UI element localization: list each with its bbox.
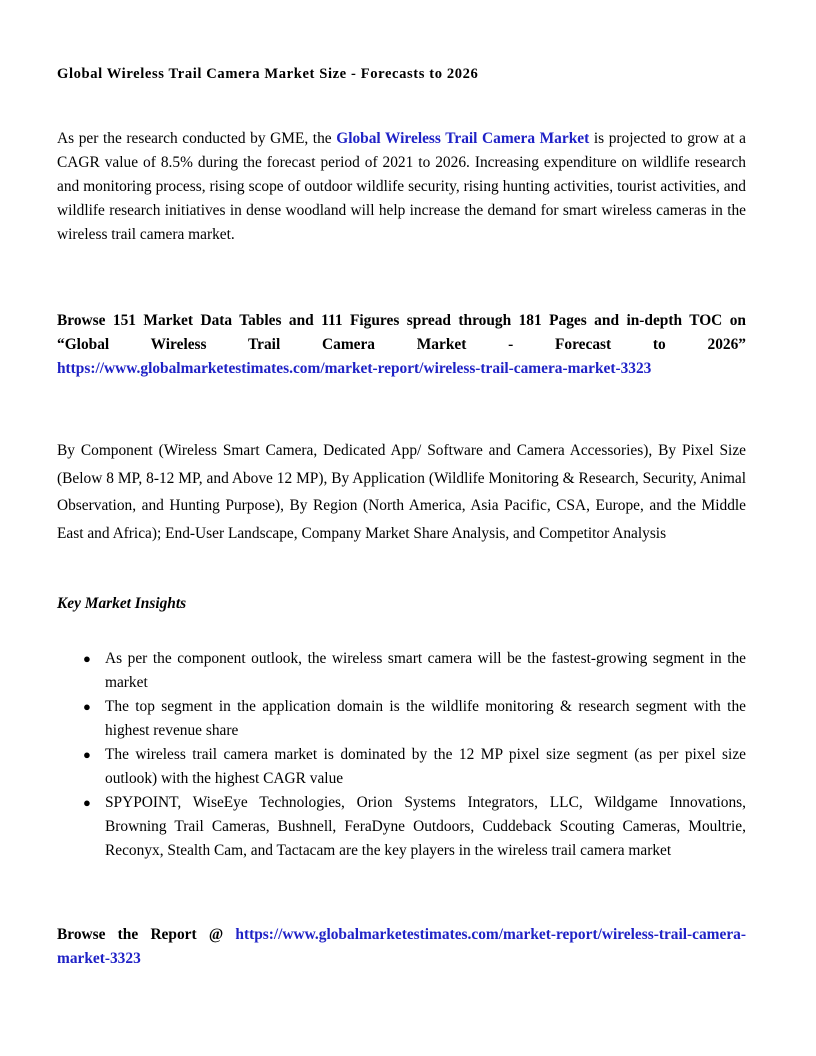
browse-report-paragraph	[57, 923, 746, 971]
browse-report-link[interactable]: https://www.globalmarketestimates.com/market-report/wireless-trail-camera-market-3323	[57, 926, 746, 967]
document-title: Global Wireless Trail Camera Market Size - Forecasts to 2026	[57, 66, 479, 82]
insight-text: SPYPOINT, WiseEye Technologies, Orion Systems Integrators, LLC, Wildgame Innovations, Browning Trail Cameras, Bushnell, FeraDyne Outdoors, Cuddeback Scouting Cameras, Moultrie, Reconyx, Stealth Cam, and Tactacam are the key players in the wireless trail camera market	[105, 794, 746, 859]
insights-list	[57, 647, 746, 863]
intro-text-after: is projected to grow at a CAGR value of 8.5% during the forecast period of 2021 to 2026. Increasing expenditure on wildlife research and monitoring process, rising scope of outdoor wildlife security, rising hunting activities, tourist activities, and wildlife research initiatives in dense woodland will help increase the demand for smart wireless cameras in the wireless trail camera market.	[57, 130, 746, 243]
bullet-icon: ●	[83, 699, 91, 714]
browse-report-text: Browse the Report @	[57, 926, 236, 943]
intro-text-before: As per the research conducted by GME, the	[57, 130, 337, 147]
insight-item	[57, 791, 746, 863]
bullet-icon: ●	[83, 651, 91, 666]
insight-item	[57, 743, 746, 791]
insight-item	[57, 695, 746, 743]
intro-paragraph	[57, 127, 746, 247]
browse-toc-link[interactable]: https://www.globalmarketestimates.com/market-report/wireless-trail-camera-market-3323	[57, 360, 652, 377]
insight-item	[57, 647, 746, 695]
market-name-link[interactable]: Global Wireless Trail Camera Market	[336, 130, 590, 147]
insight-text: As per the component outlook, the wireless smart camera will be the fastest-growing segment in the market	[105, 650, 746, 691]
browse-toc-text: Browse 151 Market Data Tables and 111 Figures spread through 181 Pages and in-depth TOC on “Global Wireless Trail Camera Market - Forecast to 2026”	[57, 312, 746, 353]
insights-heading: Key Market Insights	[57, 595, 187, 612]
browse-toc-paragraph	[57, 309, 746, 381]
bullet-icon: ●	[83, 795, 91, 810]
insight-text: The top segment in the application domain is the wildlife monitoring & research segment with the highest revenue share	[105, 698, 746, 739]
bullet-icon: ●	[83, 747, 91, 762]
insight-text: The wireless trail camera market is dominated by the 12 MP pixel size segment (as per pixel size outlook) with the highest CAGR value	[105, 746, 746, 787]
segments-paragraph: By Component (Wireless Smart Camera, Dedicated App/ Software and Camera Accessories), By Pixel Size (Below 8 MP, 8-12 MP, and Above 12 MP), By Application (Wildlife Monitoring & Research, Security, Animal Observation, and Hunting Purpose), By Region (North America, Asia Pacific, CSA, Europe, and the Middle East and Africa); End-User Landscape, Company Market Share Analysis, and Competitor Analysis	[57, 442, 746, 542]
